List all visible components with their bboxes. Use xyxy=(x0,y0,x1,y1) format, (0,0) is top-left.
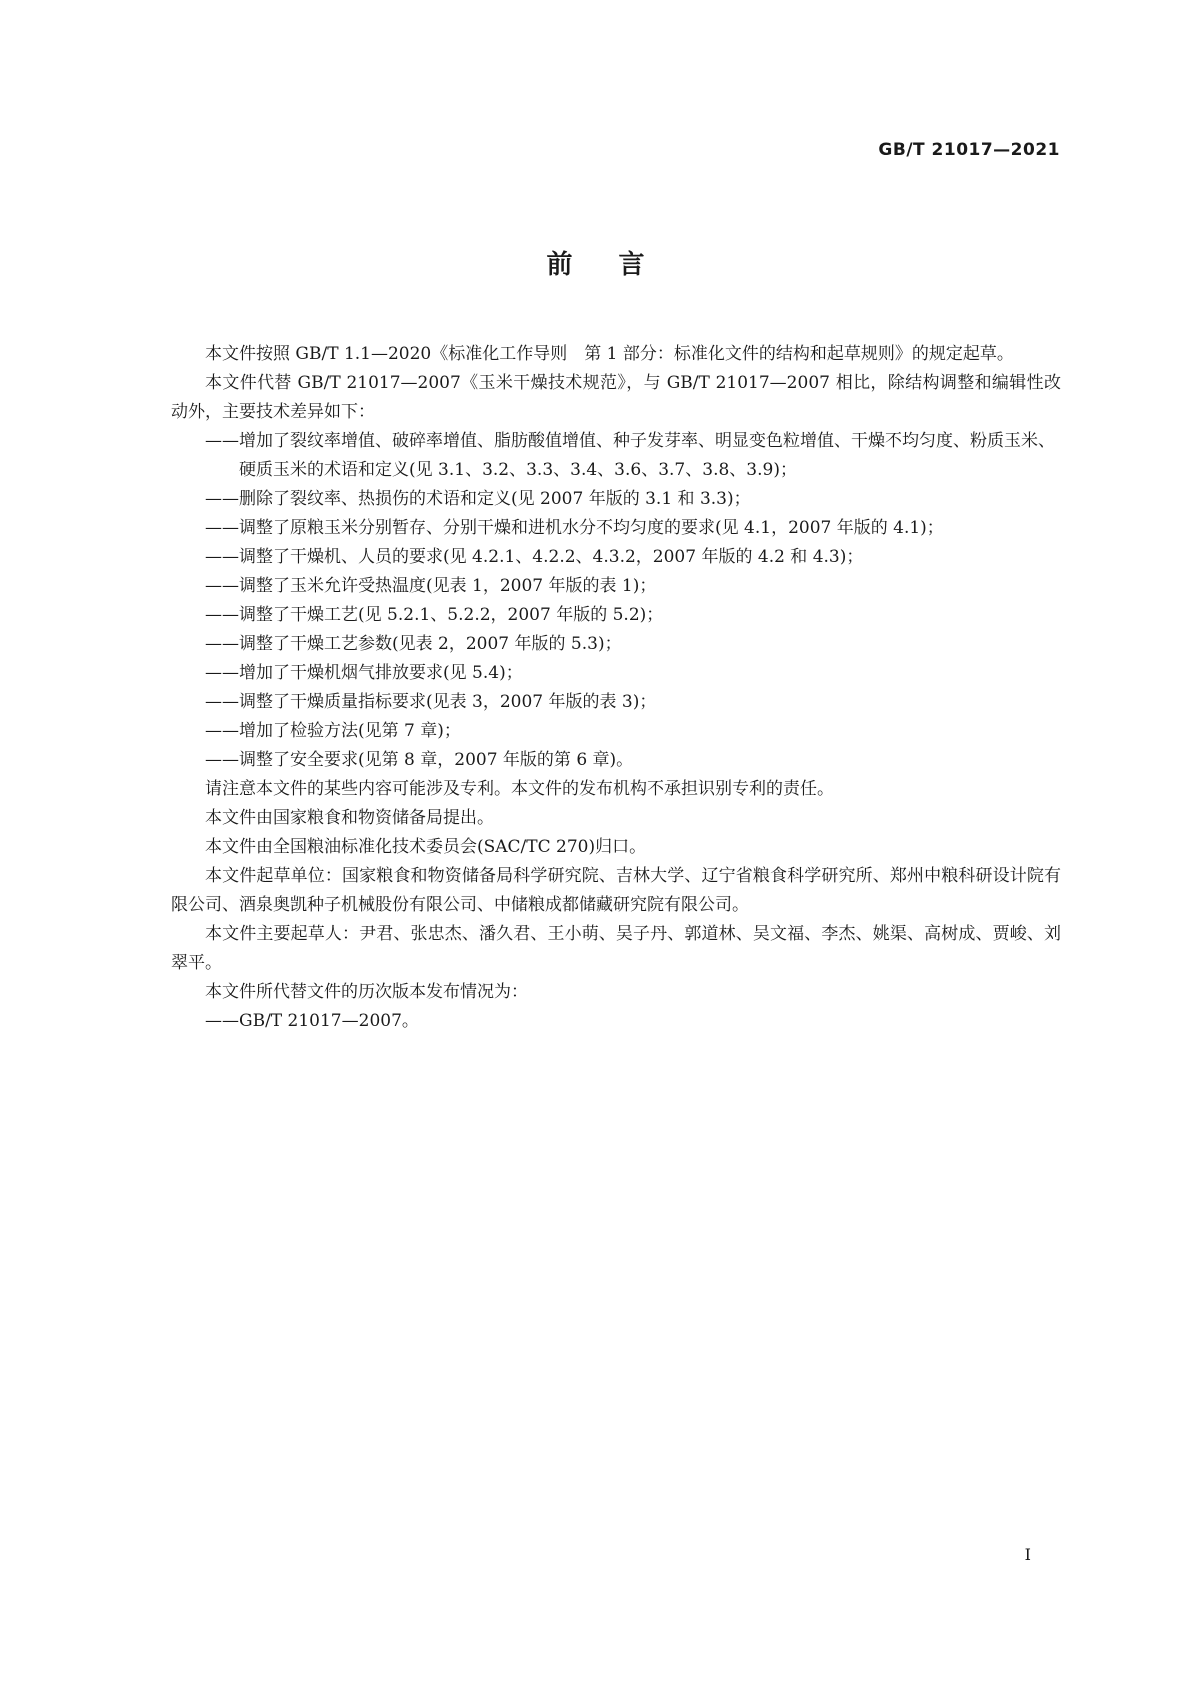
list-item: ——调整了干燥工艺参数(见表 2，2007 年版的 5.3)； xyxy=(205,634,622,654)
version-history-list xyxy=(171,1007,1061,1036)
list-item: ——调整了安全要求(见第 8 章，2007 年版的第 6 章)。 xyxy=(205,750,634,770)
paragraph-replacement: 本文件代替 GB/T 21017—2007《玉米干燥技术规范》，与 GB/T 21017—2007 相比，除结构调整和编辑性改动外，主要技术差异如下： xyxy=(171,373,1061,422)
paragraph-drafting-units: 本文件起草单位：国家粮食和物资储备局科学研究院、吉林大学、辽宁省粮食科学研究所、郑州中粮科研设计院有限公司、酒泉奥凯种子机械股份有限公司、中储粮成都储藏研究院有限公司。 xyxy=(171,866,1061,915)
paragraph-committee: 本文件由全国粮油标准化技术委员会(SAC/TC 270)归口。 xyxy=(205,837,647,857)
page-number: I xyxy=(1024,1545,1031,1564)
paragraph-proposer: 本文件由国家粮食和物资储备局提出。 xyxy=(205,808,494,828)
list-item: ——增加了检验方法(见第 7 章)； xyxy=(205,721,461,741)
list-item: ——增加了裂纹率增值、破碎率增值、脂肪酸值增值、种子发芽率、明显变色粒增值、干燥不均匀度、粉质玉米、硬质玉米的术语和定义(见 3.1、3.2、3.3、3.4、3.6、3.7、3.8、3.9)； xyxy=(205,431,1055,480)
list-item: ——调整了干燥机、人员的要求(见 4.2.1、4.2.2、4.3.2，2007 年版的 4.2 和 4.3)； xyxy=(205,547,864,567)
paragraph-drafting-rules: 本文件按照 GB/T 1.1—2020《标准化工作导则 第 1 部分：标准化文件的结构和起草规则》的规定起草。 xyxy=(205,344,1014,364)
list-item: ——删除了裂纹率、热损伤的术语和定义(见 2007 年版的 3.1 和 3.3)； xyxy=(205,489,751,509)
paragraph-drafters: 本文件主要起草人：尹君、张忠杰、潘久君、王小萌、吴子丹、郭道林、吴文福、李杰、姚渠、高树成、贾峻、刘翠平。 xyxy=(171,924,1061,973)
list-item: ——增加了干燥机烟气排放要求(见 5.4)； xyxy=(205,663,523,683)
list-item: ——调整了玉米允许受热温度(见表 1，2007 年版的表 1)； xyxy=(205,576,657,596)
paragraph-version-history: 本文件所代替文件的历次版本发布情况为： xyxy=(205,982,528,1002)
document-body xyxy=(171,340,1061,1036)
paragraph-patent-notice: 请注意本文件的某些内容可能涉及专利。本文件的发布机构不承担识别专利的责任。 xyxy=(205,779,834,799)
page-title: 前言 xyxy=(546,250,691,280)
list-item: ——调整了干燥质量指标要求(见表 3，2007 年版的表 3)； xyxy=(205,692,657,712)
list-item: ——调整了干燥工艺(见 5.2.1、5.2.2，2007 年版的 5.2)； xyxy=(205,605,664,625)
list-item: ——GB/T 21017—2007。 xyxy=(205,1011,419,1031)
standard-code: GB/T 21017—2021 xyxy=(878,140,1060,160)
list-item: ——调整了原粮玉米分别暂存、分别干燥和进机水分不均匀度的要求(见 4.1，2007 年版的 4.1)； xyxy=(205,518,944,538)
technical-changes-list xyxy=(171,427,1061,775)
